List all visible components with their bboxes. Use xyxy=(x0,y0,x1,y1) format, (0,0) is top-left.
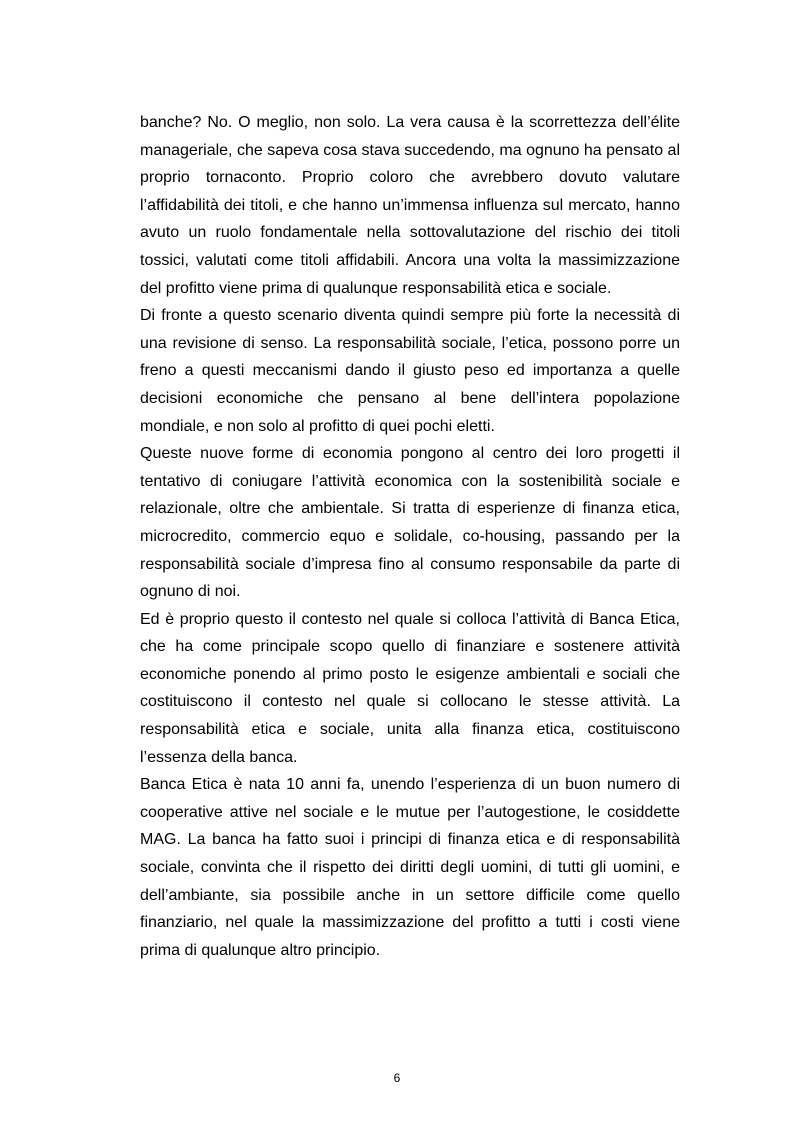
text-line: costituiscono il contesto nel quale si collocano le stesse attività. La xyxy=(140,693,680,711)
paragraph-4 xyxy=(140,606,680,772)
text-line: responsabilità sociale d’impresa fino al consumo responsabile da parte di xyxy=(140,555,680,573)
text-line: Di fronte a questo scenario diventa quindi sempre più forte la necessità di xyxy=(140,307,680,325)
text-line: Banca Etica è nata 10 anni fa, unendo l’esperienza di un buon numero di xyxy=(140,776,680,794)
text-line: del profitto viene prima di qualunque responsabilità etica e sociale. xyxy=(140,279,612,297)
text-line: manageriale, che sapeva cosa stava succedendo, ma ognuno ha pensato al xyxy=(140,141,680,159)
text-line: banche? No. O meglio, non solo. La vera causa è la scorrettezza dell’élite xyxy=(140,114,680,131)
text-line: mondiale, e non solo al profitto di quei pochi eletti. xyxy=(140,417,495,435)
text-line: Queste nuove forme di economia pongono al centro dei loro progetti il xyxy=(140,445,680,463)
text-line: ognuno di noi. xyxy=(140,583,241,601)
paragraph-3 xyxy=(140,440,680,606)
text-line: che ha come principale scopo quello di finanziare e sostenere attività xyxy=(140,638,680,656)
text-line: cooperative attive nel sociale e le mutue per l’autogestione, le cosiddette xyxy=(140,803,680,821)
page-number: 6 xyxy=(393,1071,401,1085)
text-line: tossici, valutati come titoli affidabili. Ancora una volta la massimizzazione xyxy=(140,251,680,269)
text-line: l’essenza della banca. xyxy=(140,748,298,766)
text-line: relazionale, oltre che ambientale. Si tratta di esperienze di finanza etica, xyxy=(140,500,680,518)
text-line: prima di qualunque altro principio. xyxy=(140,941,381,959)
text-line: freno a questi meccanismi dando il giusto peso ed importanza a quelle xyxy=(140,362,680,380)
text-line: economiche ponendo al primo posto le esigenze ambientali e sociali che xyxy=(140,665,680,683)
text-line: responsabilità etica e sociale, unita alla finanza etica, costituiscono xyxy=(140,721,680,739)
paragraph-5 xyxy=(140,771,680,964)
text-line: proprio tornaconto. Proprio coloro che avrebbero dovuto valutare xyxy=(140,169,680,187)
text-line: decisioni economiche che pensano al bene dell’intera popolazione xyxy=(140,389,680,407)
paragraph-2 xyxy=(140,302,680,440)
text-line: Ed è proprio questo il contesto nel quale si colloca l’attività di Banca Etica, xyxy=(140,610,680,628)
text-line: avuto un ruolo fondamentale nella sottovalutazione del rischio dei titoli xyxy=(140,224,680,242)
text-line: MAG. La banca ha fatto suoi i principi di finanza etica e di responsabilità xyxy=(140,831,680,849)
text-line: sociale, convinta che il rispetto dei diritti degli uomini, di tutti gli uomini, e xyxy=(140,859,680,877)
text-line: l’affidabilità dei titoli, e che hanno un’immensa influenza sul mercato, hanno xyxy=(140,196,680,214)
text-line: dell’ambiante, sia possibile anche in un settore difficile come quello xyxy=(140,886,680,904)
text-line: microcredito, commercio equo e solidale, co-housing, passando per la xyxy=(140,527,680,545)
page-body xyxy=(140,109,680,964)
text-line: una revisione di senso. La responsabilità sociale, l’etica, possono porre un xyxy=(140,334,680,352)
text-line: tentativo di coniugare l’attività economica con la sostenibilità sociale e xyxy=(140,472,680,490)
text-line: finanziario, nel quale la massimizzazione del profitto a tutti i costi viene xyxy=(140,914,680,932)
paragraph-1 xyxy=(140,109,680,302)
